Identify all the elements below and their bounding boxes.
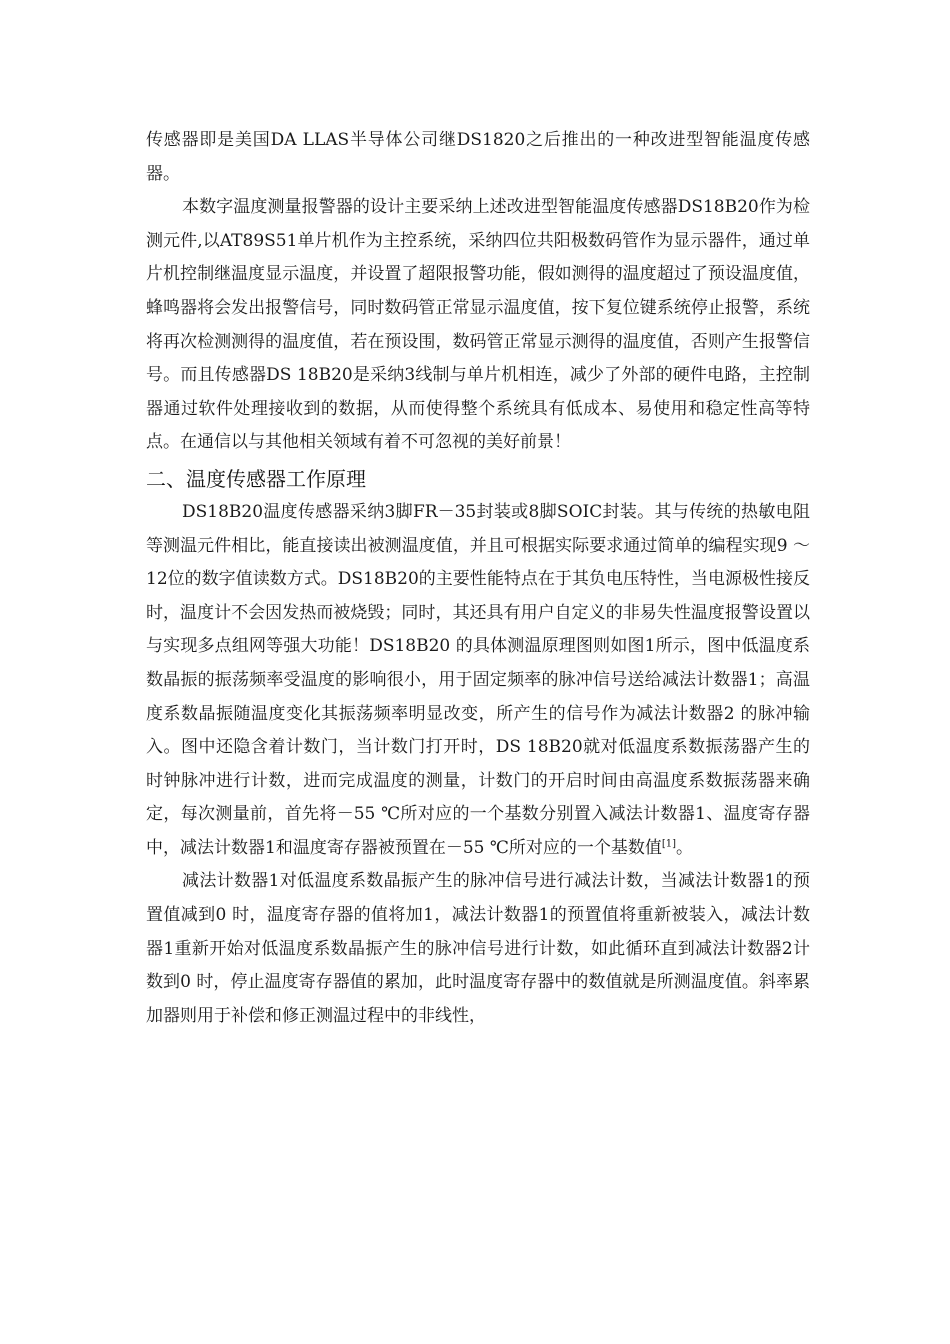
citation-ref: [1] xyxy=(661,838,677,850)
paragraph-sensor-principle xyxy=(146,496,810,866)
paragraph-sensor-principle-end: 。 xyxy=(676,837,694,858)
paragraph-intro-continuation: 传感器即是美国DA LLAS半导体公司继DS1820之后推出的一种改进型智能温度传感器。 xyxy=(146,130,810,184)
document-body xyxy=(146,124,810,1033)
paragraph-sensor-principle-text: DS18B20温度传感器采纳3脚FR－35封装或8脚SOIC封装。其与传统的热敏电阻等测温元件相比，能直接读出被测温度值，并且可根据实际要求通过简单的编程实现9 ～12位的数字值读数方式。DS18B20的主要性能特点在于其负电压特性，当电源极性接反时，温度计不会因发热而被烧毁；同时，其还具有用户自定义的非易失性温度报警设置以与实现多点组网等强大功能！DS18B20 的具体测温原理图则如图1所示，图中低温度系数晶振的振荡频率受温度的影响很小，用于固定频率的脉冲信号送给减法计数器1；高温度系数晶振随温度变化其振荡频率明显改变，所产生的信号作为减法计数器2 的脉冲输入。图中还隐含着计数门，当计数门打开时，DS 18B20就对低温度系数振荡器产生的时钟脉冲进行计数，进而完成温度的测量，计数门的开启时间由高温度系数振荡器来确定，每次测量前，首先将－55 ℃所对应的一个基数分别置入减法计数器1、温度寄存器中，减法计数器1和温度寄存器被预置在－55 ℃所对应的一个基数值 xyxy=(146,501,810,858)
section-heading: 二、温度传感器工作原理 xyxy=(146,466,366,491)
paragraph-counter-operation: 减法计数器1对低温度系数晶振产生的脉冲信号进行减法计数，当减法计数器1的预置值减到0 时，温度寄存器的值将加1，减法计数器1的预置值将重新被装入，减法计数器1重新开始对低温度系数晶振产生的脉冲信号进行计数，如此循环直到减法计数器2计数到0 时，停止温度寄存器值的累加，此时温度寄存器中的数值就是所测温度值。斜率累加器则用于补偿和修正测温过程中的非线性， xyxy=(146,871,810,1026)
paragraph-design-overview: 本数字温度测量报警器的设计主要采纳上述改进型智能温度传感器DS18B20作为检测元件,以AT89S51单片机作为主控系统，采纳四位共阳极数码管作为显示器件，通过单片机控制继温度显示温度，并设置了超限报警功能，假如测得的温度超过了预设温度值，蜂鸣器将会发出报警信号，同时数码管正常显示温度值，按下复位键系统停止报警，系统将再次检测测得的温度值，若在预设围，数码管正常显示测得的温度值，否则产生报警信号。而且传感器DS 18B20是采纳3线制与单片机相连，减少了外部的硬件电路，主控制器通过软件处理接收到的数据，从而使得整个系统具有低成本、易使用和稳定性高等特点。在通信以与其他相关领域有着不可忽视的美好前景！ xyxy=(146,197,810,453)
